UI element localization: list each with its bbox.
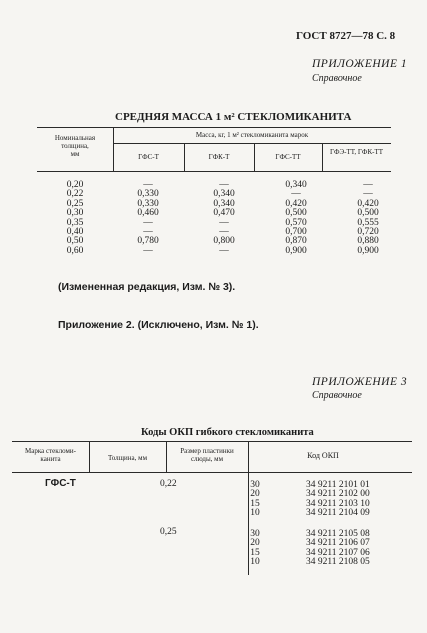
table-2-header-rule [12, 472, 412, 473]
appendix-3-subtitle: Справочное [312, 390, 362, 401]
column-header-grade: Марка стекломи- канита [24, 447, 77, 463]
thickness-group-2: 0,25 [160, 527, 177, 537]
column-header-gfs-tt: ГФС-ТТ [275, 153, 301, 161]
table-1-title: СРЕДНЯЯ МАССА 1 м² СТЕКЛОМИКАНИТА [115, 111, 352, 123]
gfs-t-column: — 0,330 0,330 0,460 — — 0,780 — [137, 180, 159, 256]
standard-number: ГОСТ 8727—78 С. 8 [296, 30, 396, 42]
column-header-gfs-t: ГФС-Т [138, 153, 159, 161]
size-column-group-1: 30 20 15 10 [250, 480, 260, 519]
appendix-1-title: ПРИЛОЖЕНИЕ 1 [312, 58, 408, 70]
gfe-tt-column: — — 0,420 0,500 0,555 0,720 0,880 0,900 [357, 180, 379, 256]
column-header-okp-code: Код ОКП [307, 451, 339, 460]
code-column-group-2: 34 9211 2105 08 34 9211 2106 07 34 9211 2107 06 34 9211 2108 05 [306, 529, 370, 568]
table-2-title: Коды ОКП гибкого стекломиканита [141, 427, 314, 438]
edition-note: (Измененная редакция, Изм. № 3). [58, 281, 236, 293]
column-group-header: Масса, кг, 1 м² стекломиканита марок [195, 131, 309, 139]
code-column-group-1: 34 9211 2101 01 34 9211 2102 00 34 9211 2103 10 34 9211 2104 09 [306, 480, 370, 519]
gfk-t-column: — 0,340 0,340 0,470 — — 0,800 — [213, 180, 235, 256]
table-1-header-rule [37, 171, 391, 172]
column-header-plate-size: Размер пластинки слюды, мм [180, 447, 234, 463]
column-header-thickness: Номинальная толщина, мм [54, 134, 96, 158]
column-header-gfk-t: ГФК-Т [208, 153, 230, 161]
table-1-top-rule [37, 127, 391, 128]
thickness-group-1: 0,22 [160, 479, 177, 489]
appendix-2-note: Приложение 2. (Исключено, Изм. № 1). [58, 319, 259, 331]
column-header-gfe-tt: ГФЭ-ТТ, ГФК-ТТ [329, 148, 383, 156]
table-2-top-rule [12, 441, 412, 442]
grade-label: ГФС-Т [45, 478, 76, 489]
column-header-thickness: Толщина, мм [108, 454, 147, 462]
table-1-group-rule [113, 143, 391, 144]
gfs-tt-column: 0,340 — 0,420 0,500 0,570 0,700 0,870 0,900 [285, 180, 307, 256]
appendix-1-subtitle: Справочное [312, 73, 362, 84]
appendix-3-title: ПРИЛОЖЕНИЕ 3 [312, 376, 408, 388]
thickness-column: 0,20 0,22 0,25 0,30 0,35 0,40 0,50 0,60 [66, 180, 84, 256]
size-column-group-2: 30 20 15 10 [250, 529, 260, 568]
